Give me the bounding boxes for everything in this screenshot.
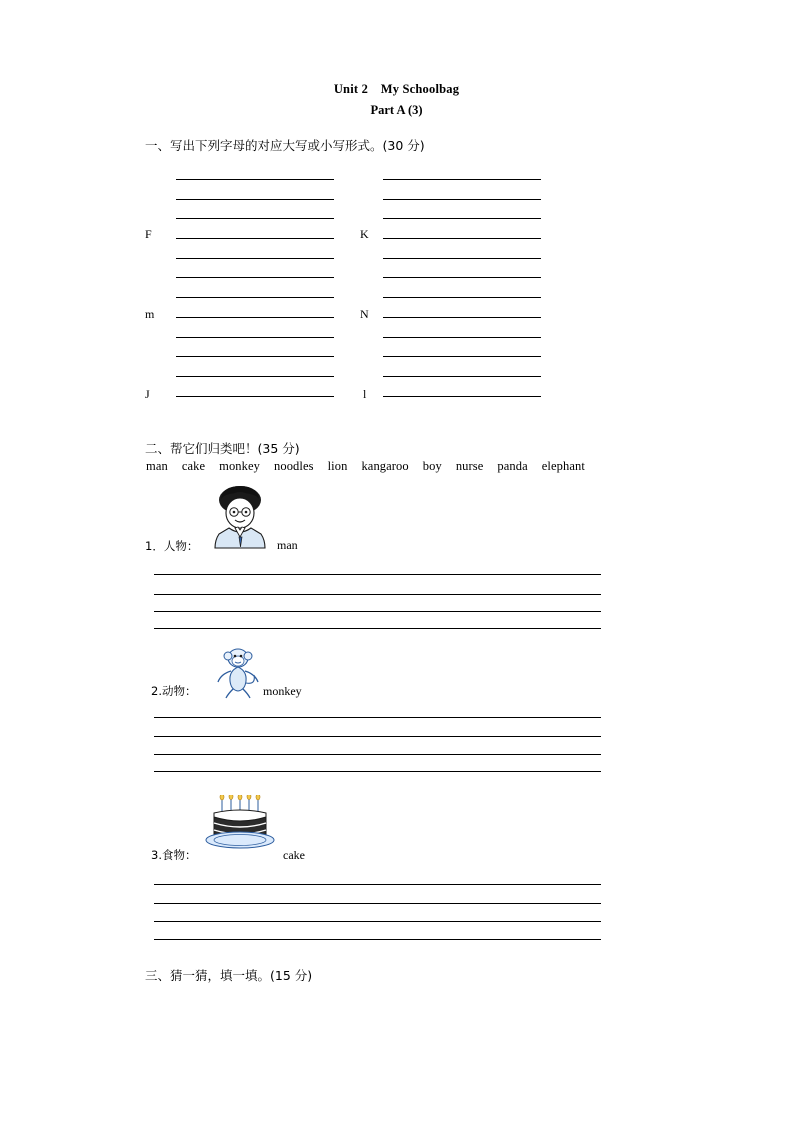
answer-rule [154,574,601,575]
answer-rule [154,628,601,629]
writing-rule [176,199,334,200]
category-3-example: cake [283,848,305,862]
writing-rule [383,337,541,338]
answer-rule [154,754,601,755]
writing-rule [383,277,541,278]
word-bank-item: monkey [219,459,260,473]
word-bank-item: elephant [541,459,585,473]
writing-rule [383,317,541,318]
writing-rule [176,297,334,298]
category-2-example: monkey [263,684,302,698]
answer-rule [154,903,601,904]
word-bank-item: noodles [274,459,314,473]
answer-rule [154,717,601,718]
writing-rule [176,396,334,397]
page-subtitle: Part A (3) [370,103,423,117]
category-3-label: 3.食物： [151,848,197,862]
cake-illustration [200,795,280,862]
writing-rule [176,218,334,219]
writing-rule [176,179,334,180]
writing-rule [176,376,334,377]
writing-rule [176,258,334,259]
page-title: Unit 2 My Schoolbag [333,82,460,96]
category-1-example: man [277,538,298,552]
writing-rule [383,396,541,397]
word-bank-item: man [146,459,168,473]
letter-prompt-F: F [145,227,152,241]
section-2-heading: 二、帮它们归类吧！(35 分) [145,441,300,456]
word-bank-item: kangaroo [361,459,409,473]
answer-rule [154,611,601,612]
word-bank-item: boy [422,459,442,473]
category-2-label: 2.动物： [151,684,197,698]
word-bank-item: cake [181,459,206,473]
section-3-heading: 三、猜一猜，填一填。(15 分) [145,968,313,983]
answer-rule [154,921,601,922]
writing-rule [383,199,541,200]
writing-rule [383,218,541,219]
section-1-heading: 一、写出下列字母的对应大写或小写形式。(30 分) [145,138,425,153]
letter-prompt-N: N [360,307,369,321]
writing-rule [176,238,334,239]
writing-rule [383,179,541,180]
word-bank-item: panda [497,459,528,473]
word-bank-item: nurse [455,459,484,473]
writing-rule [383,376,541,377]
letter-prompt-J: J [145,387,150,401]
writing-rule [383,297,541,298]
word-bank-item: lion [327,459,348,473]
letter-prompt-m: m [145,307,155,321]
writing-rule [383,258,541,259]
monkey-illustration [210,643,266,704]
answer-rule [154,736,601,737]
writing-rule [176,277,334,278]
answer-rule [154,594,601,595]
answer-rule [154,939,601,940]
answer-rule [154,884,601,885]
answer-rule [154,771,601,772]
man-illustration [205,483,275,554]
writing-rule [383,238,541,239]
word-bank [146,459,676,474]
letter-prompt-l: l [363,387,367,401]
writing-rule [176,337,334,338]
letter-prompt-K: K [360,227,369,241]
writing-rule [176,356,334,357]
writing-rule [383,356,541,357]
category-1-label: 1．人物： [145,539,199,553]
writing-rule [176,317,334,318]
